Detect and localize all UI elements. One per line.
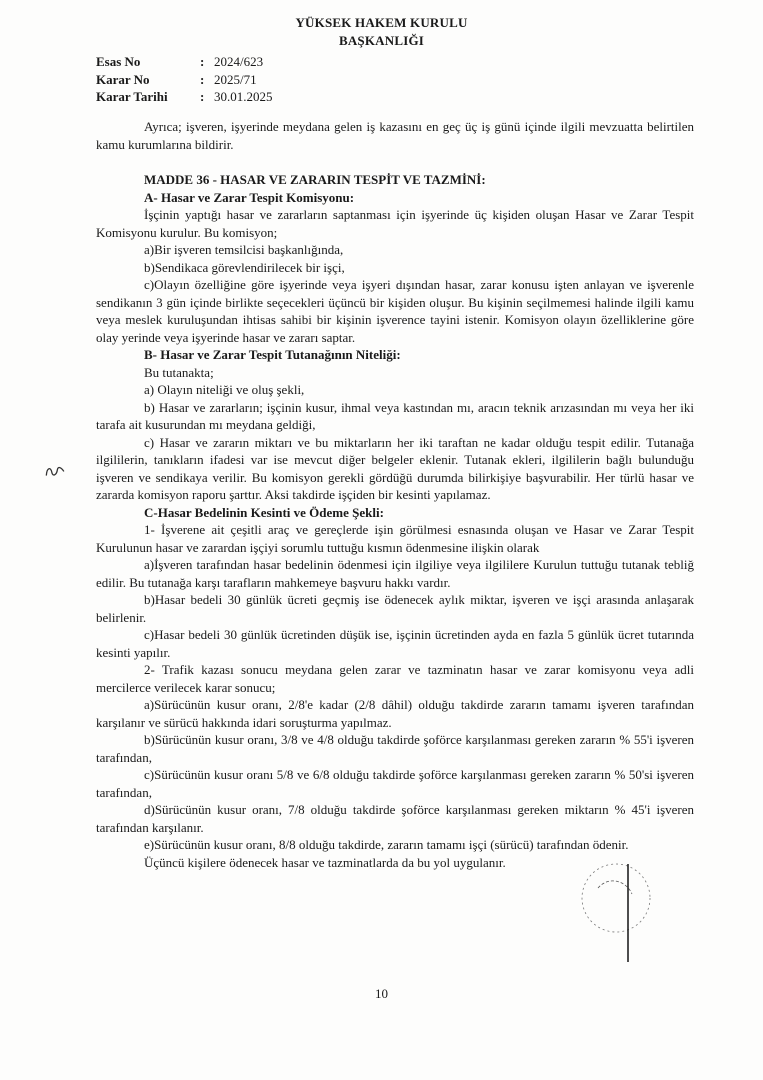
signature-stamp-mark bbox=[560, 858, 660, 968]
section-c-item-2c: c)Sürücünün kusur oranı 5/8 ve 6/8 olduğu takdirde şoförce karşılanması gereken zararın % 50'si işveren tarafından, bbox=[96, 767, 694, 800]
tarih-row bbox=[96, 88, 273, 106]
institution-name: YÜKSEK HAKEM KURULU bbox=[295, 15, 468, 30]
article-title: MADDE 36 - HASAR VE ZARARIN TESPİT VE TAZMİNİ: bbox=[144, 172, 486, 187]
document-body bbox=[96, 118, 694, 871]
section-c-item-2d: d)Sürücünün kusur oranı, 7/8 olduğu takdirde şoförce karşılanması gereken miktarın % 45'i işveren tarafından karşılanır. bbox=[96, 802, 694, 835]
section-c-closing: Üçüncü kişilere ödenecek hasar ve tazminatlarda da bu yol uygulanır. bbox=[144, 854, 506, 870]
section-b-item-a: a) Olayın niteliği ve oluş şekli, bbox=[144, 382, 305, 397]
colon: : bbox=[200, 54, 205, 69]
section-c-item-1b: b)Hasar bedeli 30 günlük ücreti geçmiş ise ödenecek aylık miktar, işveren ve işçi arasında anlaşarak belirlenir. bbox=[96, 592, 694, 625]
esas-row bbox=[96, 53, 273, 71]
section-c-item-2a: a)Sürücünün kusur oranı, 2/8'e kadar (2/8 dâhil) olduğu takdirde zararın tamamı işveren tarafından karşılanır ve sürücü hakkında idari soruşturma yapılmaz. bbox=[96, 697, 694, 730]
intro-paragraph: Ayrıca; işveren, işyerinde meydana gelen iş kazasını en geç üç iş günü içinde ilgili mevzuatta belirtilen kamu kurumlarına bildirir. bbox=[96, 119, 694, 152]
esas-value: 2024/623 bbox=[214, 54, 264, 69]
section-b-item-c: c) Hasar ve zararın miktarı ve bu miktarların her iki taraftan ne kadar olduğu tespit edilir. Tutanağa ilgililerin, tanıkların ifadesi var ise mevcut diğer belgeler eklenir. Tutanak ekleri, ilgililerin bağlı bulunduğu işveren ve sendikaya verilir. Bu komisyon gerekli gördüğü durumda bilirkişiye başvurabilir. Her türlü hasar ve zararda komisyon raporu şarttır. Aksi takdirde işçiden bir kesinti yapılamaz. bbox=[96, 434, 694, 502]
karar-label: Karar No bbox=[96, 71, 150, 87]
karar-value: 2025/71 bbox=[214, 71, 257, 87]
institution-unit: BAŞKANLIĞI bbox=[338, 33, 425, 48]
section-c-item-2b: b)Sürücünün kusur oranı, 3/8 ve 4/8 olduğu takdirde şoförce karşılanması gereken zararın % 55'i işveren tarafından, bbox=[96, 732, 694, 765]
section-c-item-2: 2- Trafik kazası sonucu meydana gelen zarar ve tazminatın hasar ve zarar komisyonu veya adli mercilerce verilecek karar sonucu; bbox=[96, 662, 694, 695]
margin-initials-mark bbox=[43, 462, 68, 484]
section-c-item-1a: a)İşveren tarafından hasar bedelinin ödenmesi için ilgiliye veya ilgililere Kurulun tuttuğu tutanak tebliğ edilir. Bu tutanağa karşı tarafların mahkemeye başvuru hakkı vardır. bbox=[96, 557, 694, 590]
section-a-title: A- Hasar ve Zarar Tespit Komisyonu: bbox=[144, 189, 355, 205]
section-a-item-c: c)Olayın özelliğine göre işyerinde veya işyeri dışından hasar, zarar konusu işten anlayan ve işverenle sendikanın 3 gün içinde birlikte seçecekleri üçüncü bir kişiden oluşur. Bu kişinin seçilmemesi halinde ilgili kamu veya meslek kuruluşundan ihtisas sahibi bir kişinin işverence tayini istenir. Komisyon olayın özelliklerine göre olay yerinde veya işyerinde hasar ve zararı saptar. bbox=[96, 277, 694, 345]
section-c-title: C-Hasar Bedelinin Kesinti ve Ödeme Şekli: bbox=[144, 504, 384, 520]
esas-label: Esas No bbox=[96, 54, 141, 69]
section-a-item-b: b)Sendikaca görevlendirilecek bir işçi, bbox=[144, 259, 345, 275]
section-b-item-b: b) Hasar ve zararların; işçinin kusur, ihmal veya kastından mı, aracın teknik arızasından mı veya her iki tarafa ait kusurundan mı meydana geldiği, bbox=[96, 399, 694, 432]
section-c-item-2e: e)Sürücünün kusur oranı, 8/8 olduğu takdirde, zararın tamamı işçi (sürücü) tarafından ödenir. bbox=[144, 837, 629, 852]
colon: : bbox=[200, 89, 205, 104]
document-header bbox=[0, 14, 763, 50]
page-number: 10 bbox=[375, 986, 388, 1001]
karar-row bbox=[96, 71, 273, 89]
tarih-label: Karar Tarihi bbox=[96, 89, 168, 104]
section-c-item-1c: c)Hasar bedeli 30 günlük ücretinden düşük ise, işçinin ücretinden ayda en fazla 5 günlük ücret tutarında kesinti yapılır. bbox=[96, 627, 694, 660]
case-metadata bbox=[96, 53, 273, 106]
tarih-value: 30.01.2025 bbox=[214, 89, 273, 104]
colon: : bbox=[200, 71, 205, 87]
section-c-item-1: 1- İşverene ait çeşitli araç ve gereçlerde işin görülmesi esnasında oluşan ve Hasar ve Zarar Tespit Kurulunun hasar ve zarardan işçiyi sorumlu tuttuğu kısmın ödenmesine ilişkin olarak bbox=[96, 522, 694, 555]
section-a-paragraph: İşçinin yaptığı hasar ve zararların saptanması için işyerinde üç kişiden oluşan Hasar ve Zarar Tespit Komisyonu kurulur. Bu komisyon; bbox=[96, 207, 694, 240]
section-b-title: B- Hasar ve Zarar Tespit Tutanağının Niteliği: bbox=[144, 347, 401, 362]
section-a-item-a: a)Bir işveren temsilcisi başkanlığında, bbox=[144, 242, 344, 257]
section-b-paragraph: Bu tutanakta; bbox=[144, 364, 214, 380]
